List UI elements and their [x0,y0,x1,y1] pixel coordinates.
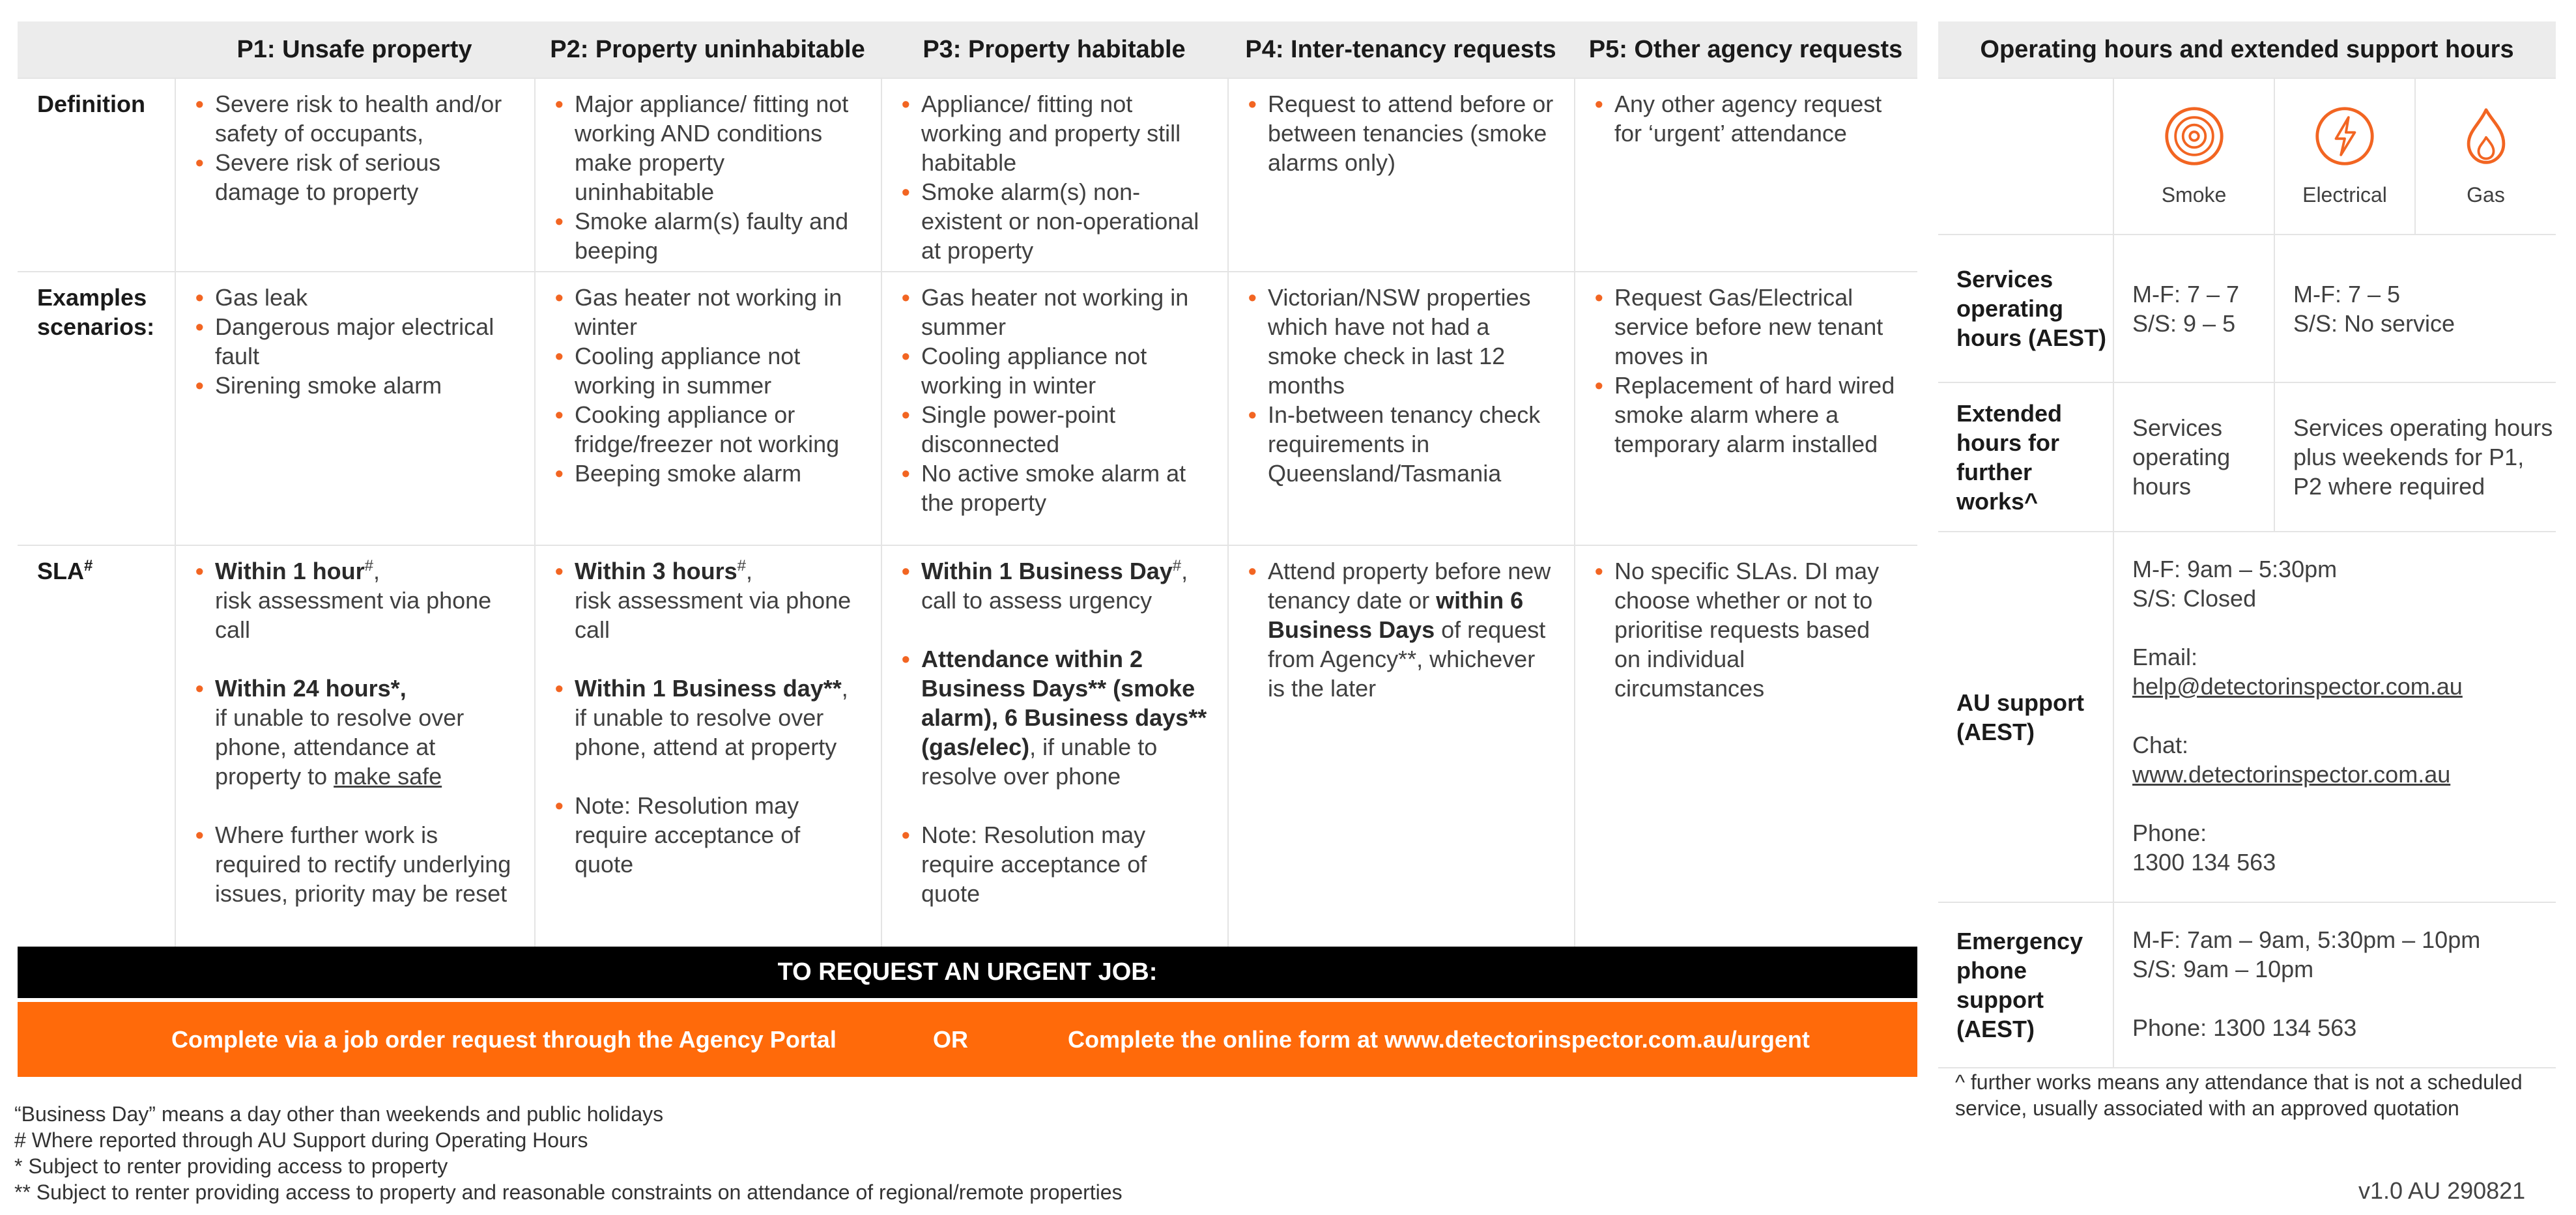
sla-p2-b1-rest: , [746,558,753,584]
examples-p4 [1227,272,1574,545]
header-blank [18,21,175,78]
phone-label: Phone: [2132,820,2207,846]
sla-p2-b1-bold: Within 3 hours [575,558,737,584]
services-operating-row [1938,234,2556,382]
header-p4: P4: Inter-tenancy requests [1245,35,1556,63]
sla-p1-b1-rest: , [373,558,380,584]
list-item: • Dangerous major electrical fault [195,312,517,371]
list-item: • Request Gas/Electrical service before new tenant moves in [1595,283,1900,371]
sla-p5 [1574,546,1917,949]
list-item: • Gas heater not working in summer [902,283,1210,341]
list-item: • Single power-point disconnected [902,400,1210,459]
emergency-details [2113,903,2556,1067]
emergency-phone: Phone: 1300 134 563 [2132,1014,2357,1041]
list-item [902,556,1210,615]
list-item [195,674,517,791]
make-safe-text: make safe [334,763,442,790]
au-support-label: AU support (AEST) [1956,689,2084,745]
elec-gas-hours-weekend: S/S: No service [2293,309,2455,337]
smoke-label: Smoke [2161,183,2227,207]
sla-p4 [1227,546,1574,949]
list-item: • No specific SLAs. DI may choose whether or not to prioritise requests based on individual circumstances [1595,556,1900,703]
sla-p2-b1-text: risk assessment via phone call [575,587,852,643]
smoke-operating-hours [2113,235,2274,382]
sla-p3-b2-bold: Attendance within 2 Business Days** (smoke alarm), 6 Business days** (gas/elec) [921,646,1207,760]
smoke-extended-hours: Services operating hours [2113,383,2274,531]
hours-table [1938,21,2556,1068]
services-operating-label: Services operating hours (AEST) [1956,266,2106,351]
smoke-hours-weekday: M-F: 7 – 7 [2132,280,2240,307]
examples-p1 [175,272,534,545]
chat-label: Chat: [2132,732,2189,758]
sla-p1-b2-text: if unable to resolve over phone, attendance at property to [215,704,465,790]
sla-p1 [175,546,534,949]
examples-p2 [534,272,881,545]
agency-portal-option[interactable]: Complete via a job order request through the Agency Portal [171,1025,837,1053]
smoke-hours-weekend: S/S: 9 – 5 [2132,309,2236,337]
list-item: • In-between tenancy check requirements in Queensland/Tasmania [1248,400,1557,488]
au-hours-weekend: S/S: Closed [2132,585,2257,612]
definition-label: Definition [37,91,145,117]
online-form-option[interactable]: Complete the online form at www.detectorinspector.com.au/urgent [1068,1025,1810,1053]
sla-p1-b1-text: risk assessment via phone call [215,587,492,643]
electrical-label: Electrical [2302,183,2387,207]
list-item: • Beeping smoke alarm [555,459,864,488]
sla-p3-b1-rest: , [1181,558,1188,584]
support-phone: 1300 134 563 [2132,849,2276,876]
definition-p5 [1574,79,1917,271]
emergency-row [1938,902,2556,1068]
footnote-double-star: ** Subject to renter providing access to property and reasonable constraints on attendance of regional/remote properties [14,1180,1123,1204]
list-item: • Severe risk of serious damage to property [195,148,517,207]
list-item: • No active smoke alarm at the property [902,459,1210,517]
email-label: Email: [2132,644,2198,670]
list-item [195,556,517,644]
gas-flame-icon [2455,105,2517,167]
priority-table [18,21,1917,951]
examples-p3 [881,272,1227,545]
sla-row [18,545,1917,951]
sla-p4-text1: Attend property before new tenancy date or [1268,558,1551,614]
emergency-hours-weekend: S/S: 9am – 10pm [2132,956,2314,982]
smoke-column-head [2113,79,2274,234]
sla-p1-b2-bold: Within 24 hours*, [215,675,407,702]
further-works-footnote: ^ further works means any attendance that is not a scheduled service, usually associated with an approved quotation [1955,1070,2523,1120]
gas-label: Gas [2467,183,2505,207]
list-item: • Major appliance/ fitting not working AND conditions make property uninhabitable [555,89,864,207]
chat-website-link[interactable]: www.detectorinspector.com.au [2132,761,2451,788]
extended-hours-label: Extended hours for further works^ [1956,399,2063,515]
au-support-row [1938,531,2556,902]
sla-p1-b1-bold: Within 1 hour [215,558,365,584]
elec-gas-operating-hours [2274,235,2556,382]
emergency-label: Emergency phone support (AEST) [1956,928,2083,1042]
definition-p4 [1227,79,1574,271]
footnotes [14,1101,1123,1205]
list-item: • Request to attend before or between tenancies (smoke alarms only) [1248,89,1557,177]
footnote-business-day: “Business Day” means a day other than weekends and public holidays [14,1102,664,1126]
sla-p4-bold: within 6 Business Days [1268,587,1524,643]
priority-table-header [18,21,1917,78]
sla-p2 [534,546,881,949]
examples-label: Examples scenarios: [37,284,155,340]
list-item: • Gas heater not working in winter [555,283,864,341]
header-p1: P1: Unsafe property [236,35,472,63]
sla-p4-text2: of request from Agency**, whichever is the later [1268,616,1546,702]
definition-row [18,78,1917,271]
list-item: • Smoke alarm(s) faulty and beeping [555,207,864,265]
examples-row [18,271,1917,545]
definition-p2 [534,79,881,271]
header-p2: P2: Property uninhabitable [550,35,865,63]
sla-p2-b2-rest: , [841,675,848,702]
elec-gas-hours-weekday: M-F: 7 – 5 [2293,280,2401,307]
support-email-link[interactable]: help@detectorinspector.com.au [2132,673,2463,700]
service-icons-row [1938,78,2556,234]
electrical-column-head [2274,79,2414,234]
list-item: • Severe risk to health and/or safety of occupants, [195,89,517,148]
request-bar-options [18,1002,1917,1077]
list-item [555,556,864,644]
sla-label-text: SLA [37,558,84,584]
hours-table-title: Operating hours and extended support hours [1938,21,2556,78]
or-text: OR [933,1025,968,1053]
examples-p5 [1574,272,1917,545]
sla-label [18,546,175,949]
definition-p1 [175,79,534,271]
list-item: • Note: Resolution may require acceptance of quote [902,820,1210,908]
list-item [555,674,864,762]
au-support-details [2113,532,2556,902]
au-hours-weekday: M-F: 9am – 5:30pm [2132,556,2338,582]
sla-p1-b1-mark: # [364,557,373,575]
sla-p2-b2-bold: Within 1 Business day** [575,675,842,702]
list-item: • Appliance/ fitting not working and property still habitable [902,89,1210,177]
list-item: • Where further work is required to rectify underlying issues, priority may be reset [195,820,517,908]
sla-p3-b2-text: , if unable to resolve over phone [921,734,1158,790]
list-item: • Smoke alarm(s) non-existent or non-operational at property [902,177,1210,265]
electrical-bolt-icon [2313,105,2376,167]
elec-gas-extended-hours: Services operating hours plus weekends for P1, P2 where required [2274,383,2556,531]
sla-p3-b1-bold: Within 1 Business Day [921,558,1173,584]
icons-row-blank [1938,79,2113,234]
sla-p3-b1-mark: # [1172,557,1182,575]
header-p5: P5: Other agency requests [1588,35,1903,63]
emergency-hours-weekday: M-F: 7am – 9am, 5:30pm – 10pm [2132,926,2481,953]
smoke-alarm-icon [2163,105,2225,167]
sla-p2-b2-text: if unable to resolve over phone, attend at property [575,704,837,760]
request-bar-title: TO REQUEST AN URGENT JOB: [18,947,1917,998]
list-item: • Cooking appliance or fridge/freezer not working [555,400,864,459]
sla-label-mark: # [84,557,93,575]
version-label: v1.0 AU 290821 [2358,1177,2526,1204]
list-item: • Victorian/NSW properties which have not had a smoke check in last 12 months [1248,283,1557,400]
list-item: • Cooling appliance not working in winter [902,341,1210,400]
extended-hours-row [1938,382,2556,531]
footnote-hash: # Where reported through AU Support during Operating Hours [14,1128,588,1152]
definition-p3 [881,79,1227,271]
footnote-star: * Subject to renter providing access to property [14,1154,448,1178]
sla-p3 [881,546,1227,949]
list-item: • Replacement of hard wired smoke alarm where a temporary alarm installed [1595,371,1900,459]
gas-column-head [2414,79,2556,234]
list-item: • Sirening smoke alarm [195,371,517,400]
sla-p2-b1-mark: # [737,557,747,575]
list-item: • Cooling appliance not working in summer [555,341,864,400]
list-item [1248,556,1557,703]
list-item: • Note: Resolution may require acceptance of quote [555,791,864,879]
list-item: • Gas leak [195,283,517,312]
header-p3: P3: Property habitable [923,35,1186,63]
list-item: • Any other agency request for ‘urgent’ attendance [1595,89,1900,148]
sla-p3-b1-text: call to assess urgency [921,587,1152,614]
list-item [902,644,1210,791]
